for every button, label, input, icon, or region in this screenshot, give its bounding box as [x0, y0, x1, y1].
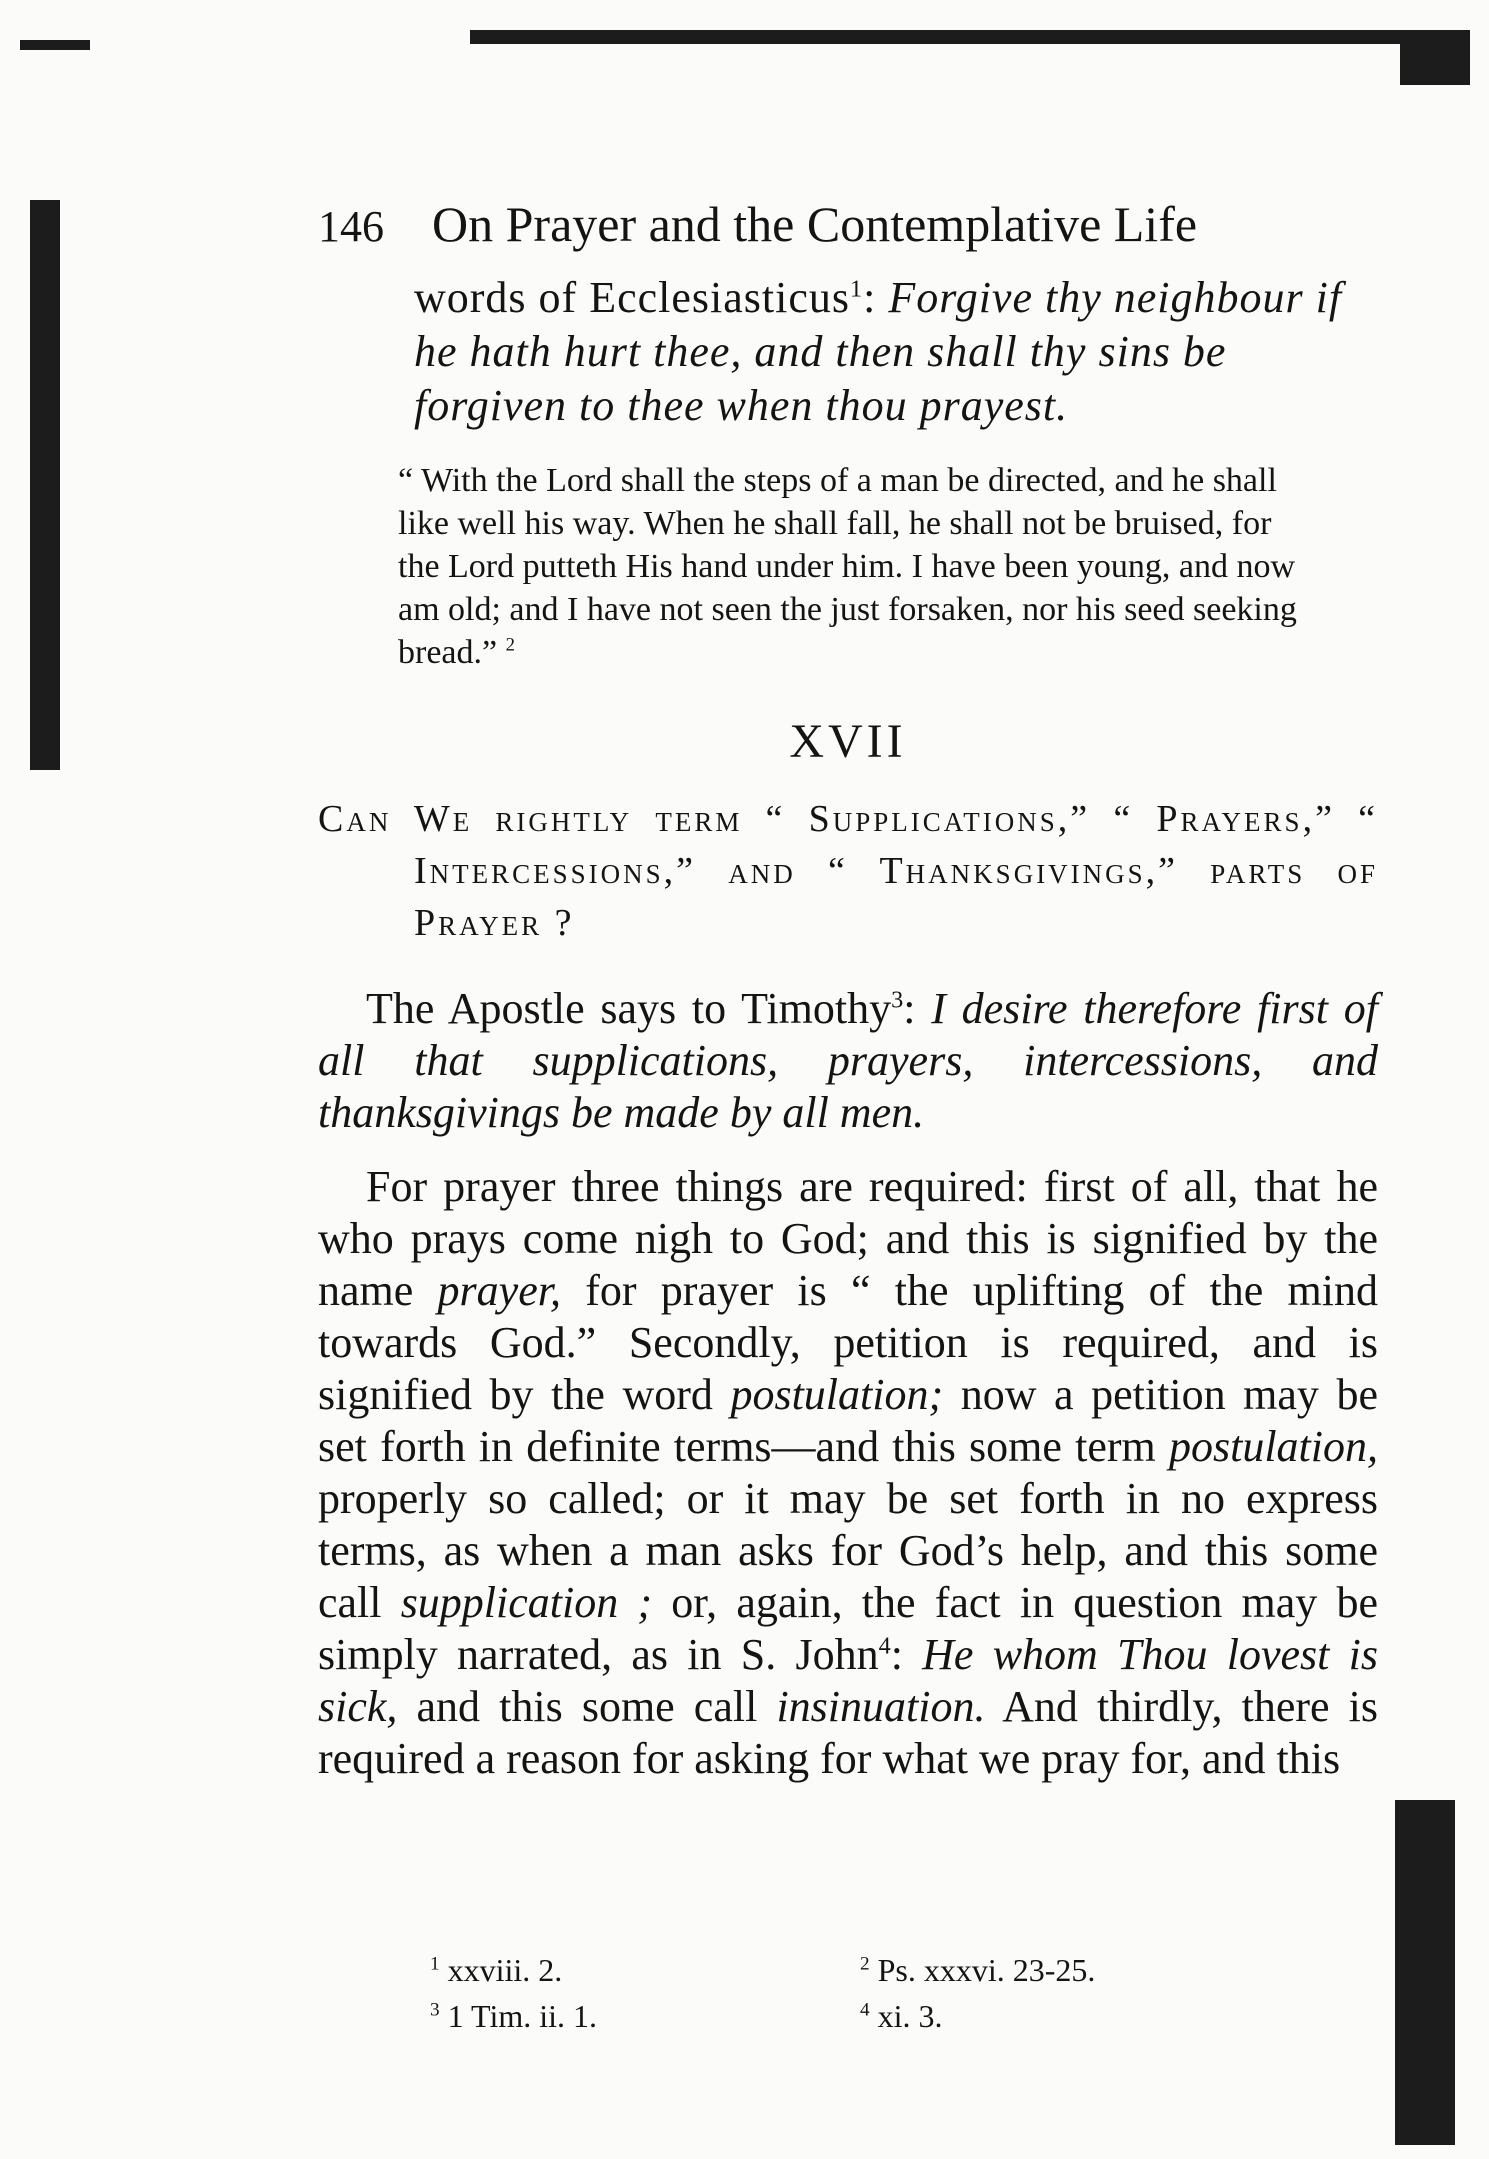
running-title: On Prayer and the Contemplative Life — [432, 196, 1198, 252]
quotation-text: “ With the Lord shall the steps of a man be directed, and he shall like well his way. When he shall fall, he shall not be bruised, for the Lord putteth His hand under him. I have been young, and now am old; and I have not seen the just forsaken, nor his seed seeking bread.” — [398, 462, 1297, 671]
text-span: and this some call — [397, 1682, 777, 1731]
text-span: : — [863, 273, 889, 322]
text-span: And thirdly, there is required a reason for asking for what we pray for, and this — [318, 1682, 1378, 1783]
text-span: : — [903, 984, 932, 1033]
paragraph — [318, 1161, 1378, 1785]
italic-span: Forgive thy neighbour if he hath hurt thee, and then shall thy sins be forgiven to thee when thou prayest. — [414, 273, 1343, 430]
section-heading: Can We rightly term “ Supplications,” “ Prayers,” “ Intercessions,” and “ Thanksgivings,” parts of Prayer ? — [318, 798, 1378, 944]
scan-edge-top — [470, 30, 1470, 44]
footnote-ref: 3 — [891, 986, 904, 1014]
block-quotation — [398, 459, 1298, 674]
italic-span: postulation, — [1168, 1422, 1378, 1471]
scan-edge-left — [30, 200, 60, 770]
footnotes — [430, 1950, 1290, 2036]
footnote — [860, 1950, 1290, 1990]
text-span: : — [890, 1630, 923, 1679]
text-span: The Apostle says to Timothy — [366, 984, 892, 1033]
footnote — [860, 1996, 1290, 2036]
text-span: now a petition may be set forth in definite terms—and this some term — [318, 1370, 1379, 1471]
paragraph — [318, 983, 1378, 1139]
italic-span: prayer, — [437, 1266, 561, 1315]
footnote — [430, 1996, 860, 2036]
footnote-text: xxviii. 2. — [439, 1952, 563, 1988]
scan-edge-top-right — [1400, 30, 1470, 85]
footnote-ref: 4 — [878, 1632, 891, 1660]
italic-span: supplication ; — [400, 1578, 653, 1627]
italic-span: insinuation. — [776, 1682, 986, 1731]
footnote-text: Ps. xxxvi. 23-25. — [869, 1952, 1096, 1988]
text-span: for prayer is “ the uplifting of the mind towards God.” Secondly, petition is required, and is signified by the word — [318, 1266, 1378, 1419]
footnote-mark: 2 — [860, 1953, 870, 1975]
continuation-paragraph — [414, 271, 1378, 433]
book-page — [318, 195, 1378, 1807]
footnote-ref: 1 — [850, 275, 864, 303]
text-span: words of Ecclesiasticus — [414, 273, 850, 322]
italic-span: postulation; — [730, 1370, 944, 1419]
page-number: 146 — [318, 202, 384, 251]
scan-edge-right — [1395, 1800, 1455, 2145]
footnote-mark: 1 — [430, 1953, 440, 1975]
section-number: XVII — [789, 715, 907, 768]
italic-span: He whom Thou lovest is sick, — [318, 1630, 1378, 1731]
footnote-text: xi. 3. — [869, 1998, 943, 2034]
scan-edge-top-left — [20, 40, 90, 50]
footnote-mark: 3 — [430, 1999, 440, 2021]
italic-span: I desire therefore first of all that supplications, prayers, intercessions, and thanksgivings be made by all men. — [318, 984, 1378, 1137]
footnote — [430, 1950, 860, 1990]
footnote-text: 1 Tim. ii. 1. — [439, 1998, 597, 2034]
text-span: properly so called; or it may be set forth in no express terms, as when a man asks for God’s help, and this some call — [318, 1474, 1378, 1627]
footnote-ref: 2 — [505, 634, 515, 656]
running-head — [318, 195, 1378, 253]
footnote-mark: 4 — [860, 1999, 870, 2021]
text-span: or, again, the fact in question may be simply narrated, as in S. John — [318, 1578, 1378, 1679]
text-span: For prayer three things are required: first of all, that he who prays come nigh to God; and this is signified by the name — [318, 1162, 1378, 1315]
